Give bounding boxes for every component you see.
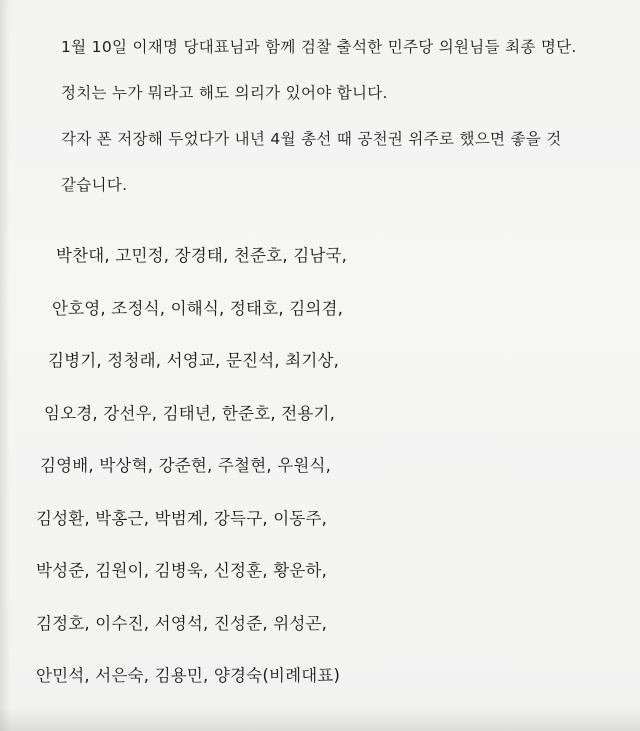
name-row-8: 김정호, 이수진, 서영석, 진성준, 위성곤, [36,613,328,633]
page-bottom-shadow [0,707,640,731]
name-row-7: 박성준, 김원이, 김병욱, 신정훈, 황운하, [36,561,328,580]
intro-paragraph [30,24,630,208]
page-fold-shadow [0,0,10,731]
intro-line-3: 각자 폰 저장해 두었다가 내년 4월 총선 때 공천권 위주로 했으면 좋을 것 [61,130,562,148]
name-row-4: 임오경, 강선우, 김태년, 한준호, 전용기, [44,403,336,423]
intro-line-2: 정치는 누가 뭐라고 해도 의리가 있어야 합니다. [61,84,388,102]
name-row-6: 김성환, 박홍근, 박범계, 강득구, 이동주, [36,508,328,528]
name-row-5: 김영배, 박상혁, 강준현, 주철현, 우원식, [40,456,332,475]
intro-line-4: 같습니다. [61,176,128,194]
name-row-1: 박찬대, 고민정, 장경태, 천준호, 김남국, [56,246,348,265]
name-row-9: 안민석, 서은숙, 김용민, 양경숙(비례대표) [36,666,341,685]
name-row-3: 김병기, 정청래, 서영교, 문진석, 최기상, [48,351,340,370]
intro-line-1: 1월 10일 이재명 당대표님과 함께 검찰 출석한 민주당 의원님들 최종 명단. [61,38,577,56]
name-row-2: 안호영, 조정식, 이해식, 정태호, 김의겸, [52,298,344,318]
member-name-list [36,230,596,703]
